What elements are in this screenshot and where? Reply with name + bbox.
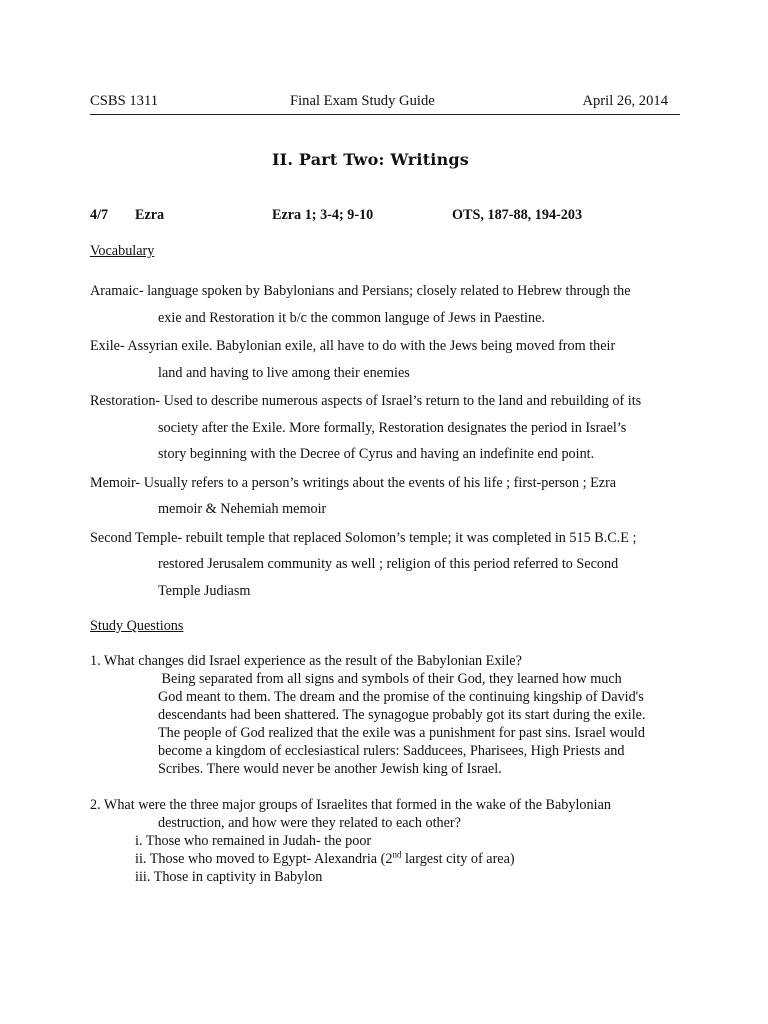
reading-topic: Ezra [135,207,165,223]
vocab-definition-continued: Temple Judiasm [158,582,251,599]
ordinal-suffix: nd [392,849,402,860]
answer-1-line: Scribes. There would never be another Jewish king of Israel. [158,761,502,777]
question-2-continued: destruction, and how were they related to each other? [158,815,461,831]
study-questions-heading: Study Questions [90,618,184,634]
page-header [90,92,680,115]
answer-1-line: Being separated from all signs and symbols of their God, they learned how much [158,671,622,687]
vocabulary-heading: Vocabulary [90,243,155,259]
part-title: II. Part Two: Writings [272,150,469,169]
vocab-definition-continued: society after the Exile. More formally, Restoration designates the period in Israel’s [158,419,627,436]
vocab-entry-exile [90,333,690,386]
answer-2-item-2-text-end: largest city of area) [401,851,515,867]
vocab-entry-restoration [90,388,690,468]
answer-1-line: God meant to them. The dream and the promise of the continuing kingship of David's [158,689,644,705]
question-1: 1. What changes did Israel experience as the result of the Babylonian Exile? [90,653,522,669]
vocab-definition-continued: exie and Restoration it b/c the common languge of Jews in Paestine. [158,309,545,326]
answer-2-item-2 [90,850,690,868]
reading-ots-pages: OTS, 187-88, 194-203 [452,207,583,223]
answer-2-item-3: iii. Those in captivity in Babylon [135,869,323,885]
answer-1-line: The people of God realized that the exile was a punishment for past sins. Israel would [158,725,645,741]
answer-1-line: become a kingdom of ecclesiastical rulers: Sadducees, Pharisees, High Priests and [158,743,625,759]
vocab-entry-second-temple [90,525,690,605]
vocab-definition: Second Temple- rebuilt temple that replaced Solomon’s temple; it was completed in 515 B.C.E ; [90,529,637,546]
vocab-definition: Aramaic- language spoken by Babylonians and Persians; closely related to Hebrew through the [90,283,631,299]
vocab-definition: Restoration- Used to describe numerous aspects of Israel’s return to the land and rebuilding of its [90,393,642,409]
vocab-definition: Exile- Assyrian exile. Babylonian exile, all have to do with the Jews being moved from their [90,338,616,354]
answer-1-line: descendants had been shattered. The synagogue probably got its start during the exile. [158,707,646,723]
vocab-definition-continued: story beginning with the Decree of Cyrus and having an indefinite end point. [158,446,595,462]
vocab-entry-memoir [90,470,690,523]
vocabulary-list [90,278,690,606]
answer-2-item-1: i. Those who remained in Judah- the poor [135,833,372,849]
course-code: CSBS 1311 [90,93,158,109]
answer-2-item-2-text: ii. Those who moved to Egypt- Alexandria (2 [135,851,393,867]
vocab-definition: Memoir- Usually refers to a person’s writings about the events of his life ; first-person ; Ezra [90,474,617,491]
reading-date: 4/7 [90,207,109,223]
reading-passages: Ezra 1; 3-4; 9-10 [272,207,374,223]
vocab-definition-continued: restored Jerusalem community as well ; religion of this period referred to Second [158,556,619,572]
vocab-definition-continued: memoir & Nehemiah memoir [158,501,327,517]
vocab-definition-continued: land and having to live among their enemies [158,364,410,381]
document-title: Final Exam Study Guide [290,93,435,109]
document-date: April 26, 2014 [582,93,668,109]
question-2: 2. What were the three major groups of Israelites that formed in the wake of the Babylonian [90,797,611,813]
study-questions-list [90,652,690,886]
vocab-entry-aramaic [90,278,690,331]
